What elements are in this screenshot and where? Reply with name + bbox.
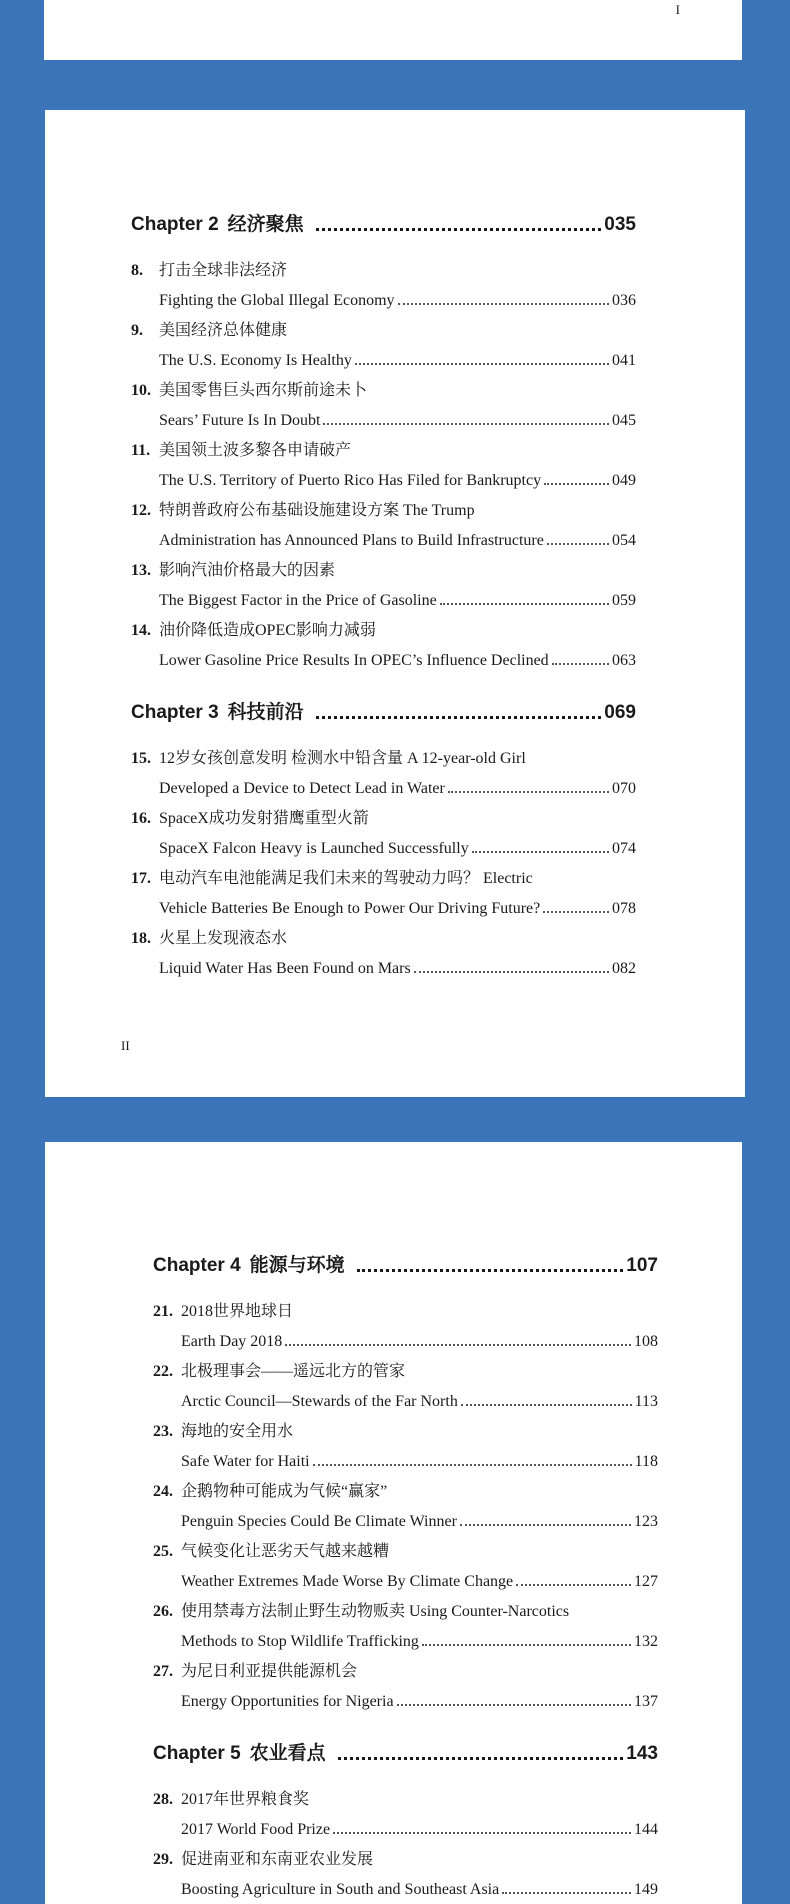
chapter-page: 035 (604, 214, 636, 235)
entry-title-en: Fighting the Global Illegal Economy (159, 292, 395, 309)
entry-title-row (131, 310, 636, 340)
entry-title-en: The U.S. Economy Is Healthy (159, 352, 352, 369)
entry-title-cn: 海地的安全用水 (181, 1423, 294, 1440)
dot-leader (316, 716, 602, 719)
toc (153, 1247, 658, 1899)
entry-title-row (153, 1839, 658, 1869)
entry-title-cn: 12岁女孩创意发明 检测水中铅含量 A 12-year-old Girl (159, 750, 526, 767)
entry-number: 27. (153, 1663, 173, 1680)
entry-page: 118 (634, 1453, 658, 1470)
page-toc-3 (45, 1142, 742, 1904)
entry-title-row (153, 1411, 658, 1441)
toc-entry (131, 738, 636, 798)
page-number: I (675, 2, 680, 17)
entry-title-row (153, 1591, 658, 1621)
entry-title-row (153, 1291, 658, 1321)
chapter-section (153, 1247, 658, 1735)
chapter-label: Chapter 4 (153, 1255, 241, 1276)
entry-title-cn: 美国零售巨头西尔斯前途未卜 (159, 382, 368, 399)
page-number: II (121, 1038, 130, 1053)
section-gap (131, 670, 636, 694)
entry-page: 123 (634, 1513, 658, 1530)
entry-title-en: 2017 World Food Prize (181, 1821, 331, 1838)
entry-title-cn: 使用禁毒方法制止野生动物贩卖 Using Counter-Narcotics (181, 1603, 570, 1620)
dot-leader (313, 1464, 632, 1466)
chapter-title: 农业看点 (249, 1743, 326, 1764)
entry-page: 063 (612, 652, 636, 669)
entry-subtitle-row (153, 1561, 658, 1591)
dot-leader (357, 1269, 624, 1272)
entry-subtitle-row (131, 888, 636, 918)
entry-subtitle-row (131, 400, 636, 430)
entry-title-en: Vehicle Batteries Be Enough to Power Our Driving Future? (159, 900, 541, 917)
toc-entry (153, 1351, 658, 1411)
entry-subtitle-row (131, 640, 636, 670)
entry-title-cn: 电动汽车电池能满足我们未来的驾驶动力吗？ Electric (159, 870, 533, 887)
entry-title-en: Arctic Council—Stewards of the Far North (181, 1393, 458, 1410)
toc-entry (153, 1779, 658, 1839)
toc-entry (131, 798, 636, 858)
chapter-page: 069 (604, 702, 636, 723)
entry-page: 113 (634, 1393, 658, 1410)
entry-page: 137 (634, 1693, 658, 1710)
dot-leader (461, 1404, 632, 1406)
entry-title-cn: 2018世界地球日 (181, 1303, 294, 1320)
toc-entry (131, 610, 636, 670)
entry-title-cn: 促进南亚和东南亚农业发展 (181, 1851, 374, 1868)
dot-leader (472, 851, 609, 853)
page-top (44, 0, 742, 60)
entry-number: 10. (131, 382, 151, 399)
entry-subtitle-row (153, 1321, 658, 1351)
toc-entry (131, 550, 636, 610)
entry-title-row (153, 1651, 658, 1681)
chapter-heading (131, 206, 636, 236)
dot-leader (285, 1344, 631, 1346)
entry-page: 078 (612, 900, 636, 917)
dot-leader (460, 1524, 631, 1526)
entry-title-cn: SpaceX成功发射猎鹰重型火箭 (159, 810, 369, 827)
toc-entry (153, 1291, 658, 1351)
entry-number: 18. (131, 930, 151, 947)
entry-number: 25. (153, 1543, 173, 1560)
entry-title-en: Sears’ Future Is In Doubt (159, 412, 321, 429)
chapter-section (131, 206, 636, 694)
entry-title-en: SpaceX Falcon Heavy is Launched Successfully (159, 840, 469, 857)
entry-number: 28. (153, 1791, 173, 1808)
entry-number: 24. (153, 1483, 173, 1500)
entry-title-row (131, 370, 636, 400)
entry-subtitle-row (131, 580, 636, 610)
entry-title-row (153, 1351, 658, 1381)
entry-title-cn: 美国经济总体健康 (159, 322, 288, 339)
entry-title-cn: 打击全球非法经济 (159, 262, 288, 279)
chapter-section (153, 1735, 658, 1899)
chapter-label: Chapter 5 (153, 1743, 241, 1764)
entry-title-row (131, 430, 636, 460)
entry-title-en: Weather Extremes Made Worse By Climate Change (181, 1573, 514, 1590)
entry-number: 12. (131, 502, 151, 519)
chapter-label: Chapter 3 (131, 702, 219, 723)
dot-leader (338, 1757, 624, 1760)
toc-entry (131, 858, 636, 918)
entry-title-row (153, 1471, 658, 1501)
entry-title-cn: 为尼日利亚提供能源机会 (181, 1663, 358, 1680)
entry-title-cn: 美国领土波多黎各申请破产 (159, 442, 352, 459)
entry-page: 049 (612, 472, 636, 489)
entry-number: 22. (153, 1363, 173, 1380)
entry-subtitle-row (153, 1621, 658, 1651)
entry-subtitle-row (153, 1381, 658, 1411)
toc-entry (153, 1651, 658, 1711)
entry-title-row (131, 250, 636, 280)
entry-subtitle-row (153, 1869, 658, 1899)
entry-title-row (131, 858, 636, 888)
entry-title-en: Safe Water for Haiti (181, 1453, 310, 1470)
entry-subtitle-row (131, 280, 636, 310)
entry-number: 13. (131, 562, 151, 579)
entry-number: 9. (131, 322, 143, 339)
toc-entry (153, 1411, 658, 1471)
entry-subtitle-row (131, 768, 636, 798)
chapter-page: 107 (626, 1255, 658, 1276)
entry-title-row (131, 918, 636, 948)
entry-title-en: The U.S. Territory of Puerto Rico Has Filed for Bankruptcy (159, 472, 542, 489)
chapter-label: Chapter 2 (131, 214, 219, 235)
toc-entry (131, 430, 636, 490)
entry-subtitle-row (153, 1441, 658, 1471)
entry-page: 149 (634, 1881, 658, 1898)
dot-leader (333, 1832, 631, 1834)
dot-leader (422, 1644, 631, 1646)
entry-subtitle-row (153, 1681, 658, 1711)
entry-page: 127 (634, 1573, 658, 1590)
entry-title-en: Methods to Stop Wildlife Trafficking (181, 1633, 419, 1650)
chapter-title: 经济聚焦 (227, 214, 304, 235)
entry-number: 23. (153, 1423, 173, 1440)
entry-page: 041 (612, 352, 636, 369)
section-gap (153, 1711, 658, 1735)
entry-page: 054 (612, 532, 636, 549)
entry-title-en: Lower Gasoline Price Results In OPEC’s Influence Declined (159, 652, 549, 669)
dot-leader (355, 363, 609, 365)
toc-entry (131, 250, 636, 310)
dot-leader (502, 1892, 631, 1894)
entry-title-cn: 油价降低造成OPEC影响力减弱 (159, 622, 376, 639)
toc-entry (153, 1839, 658, 1899)
chapter-page: 143 (626, 1743, 658, 1764)
dot-leader (516, 1584, 631, 1586)
dot-leader (547, 543, 609, 545)
toc-entry (131, 490, 636, 550)
entry-title-row (131, 610, 636, 640)
entry-title-cn: 2017年世界粮食奖 (181, 1791, 310, 1808)
dot-leader (323, 423, 609, 425)
dot-leader (543, 911, 609, 913)
entry-subtitle-row (131, 460, 636, 490)
chapter-heading (131, 694, 636, 724)
dot-leader (414, 971, 609, 973)
entry-title-cn: 气候变化让恶劣天气越来越糟 (181, 1543, 390, 1560)
toc-entry (131, 918, 636, 978)
chapter-title: 能源与环境 (249, 1255, 345, 1276)
entry-subtitle-row (153, 1501, 658, 1531)
entry-title-cn: 北极理事会——遥远北方的管家 (181, 1363, 406, 1380)
entry-title-row (131, 550, 636, 580)
entry-title-cn: 特朗普政府公布基础设施建设方案 The Trump (159, 502, 475, 519)
dot-leader (397, 1704, 631, 1706)
entry-page: 074 (612, 840, 636, 857)
entry-subtitle-row (131, 948, 636, 978)
entry-number: 14. (131, 622, 151, 639)
entry-title-en: Earth Day 2018 (181, 1333, 283, 1350)
entry-page: 070 (612, 780, 636, 797)
entry-title-en: Penguin Species Could Be Climate Winner (181, 1513, 457, 1530)
entry-subtitle-row (153, 1809, 658, 1839)
entry-title-en: Liquid Water Has Been Found on Mars (159, 960, 411, 977)
entry-page: 036 (612, 292, 636, 309)
entry-number: 16. (131, 810, 151, 827)
page-toc-2 (45, 110, 745, 1097)
entry-number: 26. (153, 1603, 173, 1620)
entry-title-row (153, 1531, 658, 1561)
chapter-title: 科技前沿 (227, 702, 304, 723)
entry-title-en: Administration has Announced Plans to Build Infrastructure (159, 532, 544, 549)
entry-title-en: Energy Opportunities for Nigeria (181, 1693, 394, 1710)
entry-number: 8. (131, 262, 143, 279)
toc-entry (131, 310, 636, 370)
entry-title-cn: 影响汽油价格最大的因素 (159, 562, 336, 579)
entry-subtitle-row (131, 828, 636, 858)
entry-subtitle-row (131, 520, 636, 550)
dot-leader (440, 603, 609, 605)
entry-title-row (131, 738, 636, 768)
toc (131, 206, 636, 978)
dot-leader (448, 791, 609, 793)
dot-leader (552, 663, 609, 665)
toc-entry (153, 1471, 658, 1531)
entry-number: 15. (131, 750, 151, 767)
entry-title-en: Developed a Device to Detect Lead in Water (159, 780, 445, 797)
entry-page: 108 (634, 1333, 658, 1350)
entry-page: 082 (612, 960, 636, 977)
toc-entry (153, 1531, 658, 1591)
entry-number: 17. (131, 870, 151, 887)
toc-entry (131, 370, 636, 430)
dot-leader (398, 303, 609, 305)
entry-title-en: The Biggest Factor in the Price of Gasoline (159, 592, 437, 609)
entry-title-en: Boosting Agriculture in South and Southeast Asia (181, 1881, 500, 1898)
toc-entry (153, 1591, 658, 1651)
chapter-heading (153, 1735, 658, 1765)
entry-number: 21. (153, 1303, 173, 1320)
entry-title-cn: 火星上发现液态水 (159, 930, 288, 947)
dot-leader (544, 483, 609, 485)
dot-leader (316, 228, 602, 231)
entry-subtitle-row (131, 340, 636, 370)
chapter-section (131, 694, 636, 978)
entry-page: 059 (612, 592, 636, 609)
entry-title-row (131, 490, 636, 520)
entry-number: 29. (153, 1851, 173, 1868)
entry-title-row (131, 798, 636, 828)
entry-title-row (153, 1779, 658, 1809)
chapter-heading (153, 1247, 658, 1277)
entry-page: 132 (634, 1633, 658, 1650)
entry-title-cn: 企鹅物种可能成为气候“赢家” (181, 1483, 388, 1500)
entry-number: 11. (131, 442, 151, 459)
entry-page: 045 (612, 412, 636, 429)
entry-page: 144 (634, 1821, 658, 1838)
